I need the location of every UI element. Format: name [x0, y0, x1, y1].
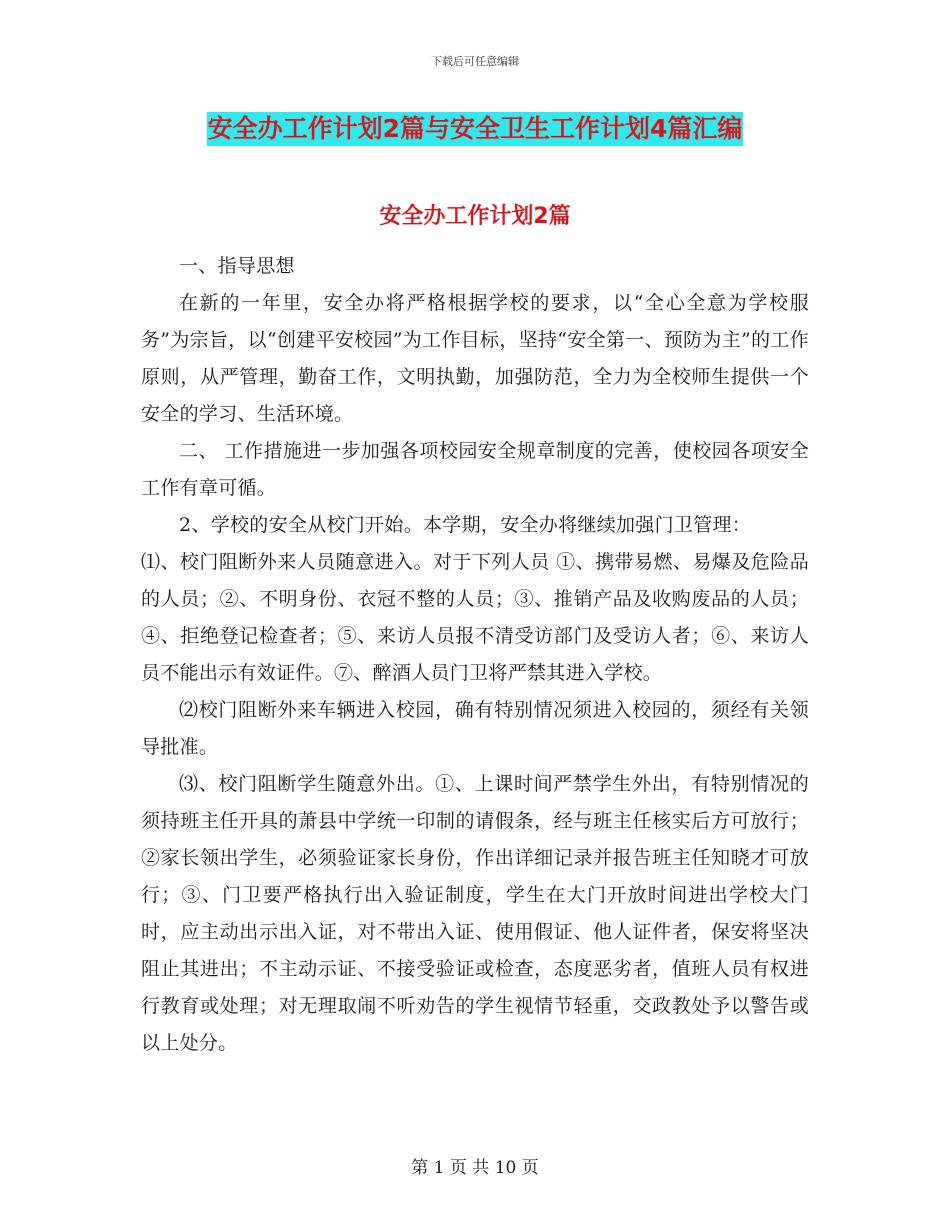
heading-guiding-ideology: 一、指导思想 — [179, 255, 295, 277]
document-title: 安全办工作计划2篇与安全卫生工作计划4篇汇编 — [207, 112, 744, 146]
page-header-note: 下载后可任意编辑 — [431, 55, 519, 68]
paragraph-guiding-ideology: 在新的一年里，安全办将严格根据学校的要求，以“全心全意为学校服务”为宗旨，以“创建平安校园”为工作目标，坚持“安全第一、预防为主”的工作原则，从严管理，勤奋工作，文明执勤，加强防范，全力为全校师生提供一个安全的学习、生活环境。 — [141, 292, 809, 425]
paragraph-work-measures: 二、 工作措施进一步加强各项校园安全规章制度的完善，使校园各项安全工作有章可循。 — [141, 440, 809, 499]
section-title: 安全办工作计划2篇 — [379, 204, 571, 229]
paragraph-school-gate: 2、学校的安全从校门开始。本学期，安全办将继续加强门卫管理： — [179, 514, 752, 536]
page-number-footer: 第 1 页 共 10 页 — [411, 1158, 539, 1178]
document-body — [141, 248, 809, 1062]
paragraph-outside-personnel: ⑴、校门阻断外来人员随意进入。对于下列人员 ①、携带易燃、易爆及危险品的人员；②、不明身份、衣冠不整的人员；③、推销产品及收购废品的人员；④、拒绝登记检查者；⑤、来访人员报不清受访部门及受访人者；⑥、来访人员不能出示有效证件。⑦、醉酒人员门卫将严禁其进入学校。 — [141, 551, 809, 684]
document-title-container — [0, 112, 950, 146]
paragraph-outside-vehicles: ⑵校门阻断外来车辆进入校园，确有特别情况须进入校园的，须经有关领导批准。 — [141, 699, 809, 758]
paragraph-student-exit: ⑶、校门阻断学生随意外出。①、上课时间严禁学生外出，有特别情况的须持班主任开具的萧县中学统一印制的请假条，经与班主任核实后方可放行；②家长领出学生，必须验证家长身份，作出详细记录并报告班主任知晓才可放行；③、门卫要严格执行出入验证制度，学生在大门开放时间进出学校大门时，应主动出示出入证，对不带出入证、使用假证、他人证件者，保安将坚决阻止其进出；不主动示证、不接受验证或检查，态度恶劣者，值班人员有权进行教育或处理；对无理取闹不听劝告的学生视情节轻重，交政教处予以警告或以上处分。 — [141, 773, 809, 1054]
